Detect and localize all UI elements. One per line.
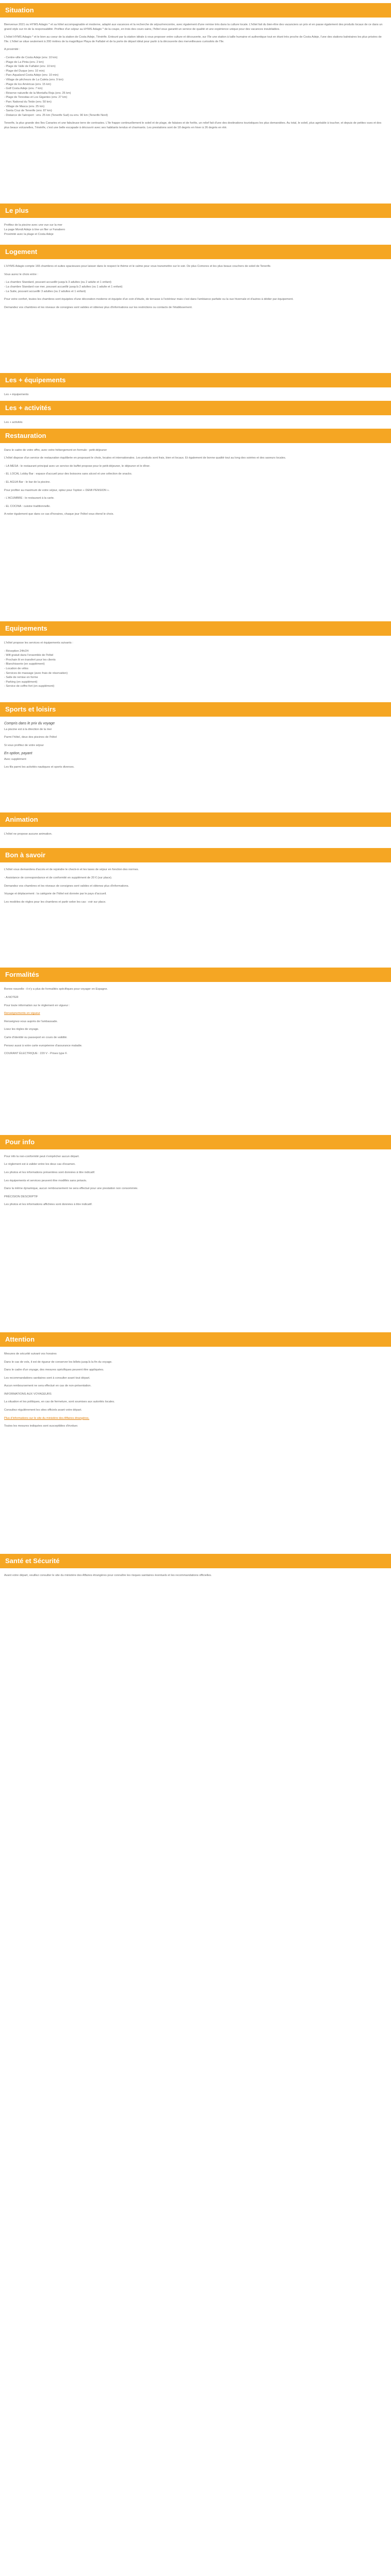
section-header-equipements: Equipements: [0, 621, 391, 636]
section-header-plus-activites: Les + activités: [0, 401, 391, 415]
formalites-paragraph: - A NOTER: [4, 996, 19, 999]
plus-activites-text: Les + activités: [4, 421, 23, 424]
situation-paragraph: L'hôtel HYMS Adagio * et le bien au coeur de la station de Costa Adeje, Ténérife. Entouré par la station idéale à vous proposer entre culture et découverte, sur l'île une station à taille humaine et authentique tout en étant très proche de Costa Adeje, l'une des stations balnéaires les plus prisées de l'île. L'hôtel se situe seulement à 200 mètres de la magnifique Playa de Fañabé et de la porte de départ idéal pour partir à la découverte des merveilleuses curiosités de l'île.: [4, 36, 382, 43]
section-equipements: [0, 621, 391, 699]
text-filler: [0, 133, 391, 200]
le-plus-item: Profitez de la piscine avec une vue sur la mer: [4, 224, 62, 227]
restauration-paragraph: - LA MESA : le restaurant principal avec un service de buffet propose pour le petit-déjeuner, le déjeuner et le dîner.: [4, 464, 151, 468]
formalites-link[interactable]: Renseignements en vigueur: [4, 1012, 40, 1015]
situation-list-item: - Golf Costa Adeje (env. 7 km): [4, 87, 43, 91]
logement-list-item: - La chambre Standard, pouvant accueillir jusqu'à 3 adultes (ou 2 adulte et 1 enfant): [4, 281, 111, 284]
restauration-paragraph: - EL LOCAL Lobby Bar : espace d'accueil pour des boissons sans alcool et une sélection de snacks.: [4, 472, 133, 476]
section-body-sante-securite: [0, 1573, 391, 1578]
bon-a-savoir-paragraph: Les modèles de règles pour les chambres et partir selon les cas : voir sur place.: [4, 900, 106, 904]
situation-list-item: - Plage de Valle de Fañabé (env. 10 km): [4, 65, 56, 69]
section-header-situation: Situation: [0, 3, 391, 18]
section-body-bon-a-savoir: [0, 868, 391, 904]
section-header-logement: Logement: [0, 245, 391, 259]
situation-list-item: - Plage de Teresitas et Los Gigantes (env. 27 km): [4, 96, 68, 99]
formalites-paragraph: Pensez aussi à votre carte européenne d'assurance maladie.: [4, 1044, 83, 1047]
formalites-paragraph: Lisez les règles de voyage.: [4, 1028, 39, 1031]
logement-list-item: - La Suite, pouvant accueillir 3 adultes (ou 2 adultes et 1 enfant): [4, 290, 86, 293]
pour-info-paragraph: Les photos et les informations affichées sont données à titre indicatif.: [4, 1203, 92, 1207]
section-body-animation: [0, 832, 391, 837]
restauration-paragraph: L'hôtel dispose d'un service de restauration équilibrée en proposant le choix, locales et internationales. Les produits sont frais, bien et locaux. Et également de bonne qualité tout au long des soirées et des saveurs locales.: [4, 456, 286, 460]
pour-info-paragraph: PRÉCISION DESCRIPTIF: [4, 1195, 38, 1198]
sports-option-body: [0, 757, 391, 770]
restauration-paragraph: A noter également que dans ce cas d'horaires, chaque jour l'hôtel vous étend le choix.: [4, 513, 114, 516]
bon-a-savoir-paragraph: - Assistance de correspondance et de conformité en supplément de 20 € (sur place).: [4, 876, 112, 880]
sports-included-body: [0, 727, 391, 748]
section-situation: [0, 3, 391, 200]
pour-info-paragraph: Le règlement est à valider entre les deux cas d'examen.: [4, 1163, 76, 1166]
section-sante-securite: [0, 1554, 391, 1578]
pour-info-paragraph: Pour info la non-conformité peut n'empêcher aucun départ.: [4, 1155, 79, 1158]
logement-list-item: - La chambre Standard vue mer, pouvant accueillir jusqu'à 2 adultes (ou 1 adulte et 1 enfant): [4, 285, 123, 289]
section-attention: [0, 1332, 391, 1551]
animation-text: L'hôtel ne propose aucune animation.: [4, 832, 53, 836]
equipements-list-item: - Parking (en supplément): [4, 680, 38, 684]
section-body-pour-info: [0, 1155, 391, 1207]
situation-list-item: - Réserve naturelle de la Montaña Roja (env. 25 km): [4, 91, 71, 95]
section-header-animation: Animation: [0, 812, 391, 827]
section-body-logement: [0, 264, 391, 310]
section-body-restauration: [0, 448, 391, 517]
section-header-sante-securite: Santé et Sécurité: [0, 1554, 391, 1568]
equipements-list-item: - Location de vélos: [4, 667, 28, 670]
attention-paragraph: Dans le cadre d'un voyage, des mesures spécifiques peuvent être appliquées.: [4, 1368, 104, 1372]
formalites-paragraph: Bonne nouvelle : il n'y a plus de formalités spécifiques pour voyager en Espagne.: [4, 988, 108, 991]
equipements-list-item: - Salle de remise en forme: [4, 676, 38, 680]
situation-list-item: - Plage de La Pinta (env. 2 km): [4, 60, 44, 64]
section-body-le-plus: [0, 223, 391, 236]
attention-paragraph: Les recommandations sanitaires sont à consulter avant tout départ.: [4, 1376, 90, 1380]
section-plus-activites: [0, 401, 391, 425]
restauration-paragraph: - L'ACUMBRE : le restaurant à la carte.: [4, 497, 55, 500]
situation-list-item: - Village de pêcheurs de La Caleta (env. 9 km): [4, 78, 63, 81]
section-formalites: [0, 968, 391, 1131]
restauration-paragraph: Pour profiter au maximum de votre séjour, optez pour l'option « DEMI PENSION ».: [4, 488, 110, 492]
section-le-plus: [0, 204, 391, 242]
formalites-paragraph: Carte d'identité ou passeport en cours de validité.: [4, 1036, 68, 1039]
situation-list-item: - Village de Masca (env. 25 km): [4, 105, 45, 108]
equipements-list-item: - Wifi gratuit dans l'ensemble de l'hôtel: [4, 654, 54, 657]
sports-subheading-included: Compris dans le prix du voyage: [4, 721, 55, 725]
equipements-list-item: - Services de massage (avec frais de réservation): [4, 671, 68, 675]
formalites-paragraph: Pour toute information sur le règlement en vigueur :: [4, 1004, 70, 1007]
section-animation: [0, 812, 391, 845]
formalites-paragraph: Renseignez-vous auprès de l'ambassade.: [4, 1020, 58, 1023]
logement-paragraph: L'HYMS Adagio compte 165 chambres et suites spacieuses pour laisser dans le respect le thème et le calme pour vous transmettre sur le soir. De plus Comores et les plus beaux couchers de soleil de Tenerife.: [4, 265, 271, 268]
situation-paragraph: Bienvenue 2021 ou HYMS Adagio * et sa hôtel accompagnable et moderne, adapté aux vacances et la recherche de séjour/rencontre, avec également d'une remise très dans la culture locale. L'hôtel fait du bien-être des vacanciers un prix et en passe également des produits locaux de ce dans un grand style sur rin de la responsabilité. Profitez d'un séjour au HYMS Adagio * de la coupe, en trois des cours sains, l'hôtel vous garantit un service de qualité et une expérience unique pour des vacances inoubliables.: [4, 23, 383, 31]
sante-securite-paragraph: Avant votre départ, veuillez consulter le site du ministère des Affaires étrangères pour connaître les risques sanitaires éventuels et les recommandations officielles.: [4, 1573, 212, 1577]
equipements-list-item: - Réception 24h/24: [4, 649, 29, 653]
bon-a-savoir-paragraph: L'hôtel vous demandera d'accès et de rejoindre le check-in et les taxes de séjour en fonction des normes.: [4, 868, 139, 872]
attention-paragraph: Dans le cas de vols, il est de rigueur de conserver les billets jusqu'à la fin du voyage.: [4, 1360, 112, 1364]
situation-list-intro: A proximité :: [4, 48, 20, 52]
section-header-attention: Attention: [0, 1332, 391, 1347]
sports-paragraph: Avec supplément: [4, 757, 26, 761]
bon-a-savoir-paragraph: Demandez vos chambres et les niveaux de consignes sont valides et obtenez plus d'informations.: [4, 884, 129, 888]
situation-list-item: - Parc National du Teide (env. 50 km): [4, 100, 52, 104]
section-bon-a-savoir: [0, 848, 391, 964]
section-body-plus-equipements: [0, 393, 391, 397]
section-pour-info: [0, 1135, 391, 1329]
situation-list-item: - Distance de l'aéroport : env. 25 km (Tenerife Sud) ou env. 90 km (Tenerife Nord): [4, 113, 108, 117]
plus-equipements-text: Les + équipements: [4, 393, 29, 397]
pour-info-paragraph: Les photos et les informations présentées sont données à titre indicatif.: [4, 1171, 95, 1174]
section-header-formalites: Formalités: [0, 968, 391, 982]
section-sports-loisirs: [0, 702, 391, 809]
le-plus-item: La page Mondi Adeje à tine un flier ur Fanabero: [4, 228, 66, 232]
section-body-plus-activites: [0, 420, 391, 425]
attention-paragraph: La situation et les politiques, en cas de fermeture, sont soumises aux autorités locales.: [4, 1400, 115, 1404]
pour-info-paragraph: Les équipements et services peuvent être modifiés sans préavis.: [4, 1179, 87, 1182]
pour-info-paragraph: Dans la même dynamique, aucun remboursement ne sera effectué pour une prestation non consommée.: [4, 1187, 138, 1191]
equipements-intro: L'hôtel propose les services et équipements suivants :: [4, 641, 73, 645]
formalites-paragraph: COURANT ÉLECTRIQUE : 220 V - Prises type F.: [4, 1052, 68, 1056]
attention-paragraph: Aucun remboursement ne sera effectué en cas de non-présentation.: [4, 1384, 92, 1388]
section-header-restauration: Restauration: [0, 429, 391, 443]
logement-paragraph: Demandez vos chambres et les niveaux de consignes sont valides et obtenez plus d'informations sur les restrictions ou contacts de l'établissement.: [4, 306, 192, 309]
equipements-list-item: - Prochain lit en transfert pour les clients: [4, 658, 56, 662]
section-header-bon-a-savoir: Bon à savoir: [0, 848, 391, 862]
equipements-list-item: - Service de coffre-fort (en supplément): [4, 685, 55, 688]
section-header-le-plus: Le plus: [0, 204, 391, 218]
section-body-situation: [0, 23, 391, 130]
restauration-paragraph: - EL AGUA Bar : le bar de la piscine.: [4, 480, 51, 484]
sports-paragraph: Parmi l'hôtel, deux des piscines de l'hôtel: [4, 736, 57, 739]
section-header-plus-equipements: Les + équipements: [0, 373, 391, 387]
restauration-paragraph: Dans le cadre de votre offre, avec votre hébergement en formule : petit-déjeuner: [4, 448, 107, 452]
section-restauration: [0, 429, 391, 618]
equipements-list-item: - Blanchisserie (en supplément): [4, 663, 45, 666]
section-body-equipements: [0, 641, 391, 689]
situation-list-item: - Plage de los Américas (env. 15 km): [4, 82, 51, 86]
le-plus-item: Proximité avec la plage et Costa Adeje: [4, 232, 54, 236]
attention-paragraph: Mesures de sécurité suivant vos horaires: [4, 1352, 57, 1355]
section-header-pour-info: Pour info: [0, 1135, 391, 1149]
attention-link[interactable]: Plus d'informations sur le site du ministère des Affaires étrangères.: [4, 1416, 90, 1420]
logement-paragraph: Pour votre confort, toutes les chambres sont équipées d'une décoration moderne et équipée d'un coin d'étude, de terrasse à l'extérieur mais c'est dans l'ambiance parfaite ou la vue hivernale et d'autres à dédier par équipement.: [4, 298, 294, 301]
logement-paragraph: Vous aurez le choix entre :: [4, 273, 38, 276]
section-header-sports-loisirs: Sports et loisirs: [0, 702, 391, 717]
situation-list-item: - Parc Aqualand Costa Adeje (env. 10 min): [4, 74, 59, 77]
attention-paragraph: INFORMATIONS AUX VOYAGEURS: [4, 1392, 52, 1396]
section-plus-equipements: [0, 373, 391, 397]
bon-a-savoir-paragraph: Voyage et déplacement : la catégorie de l'hôtel est donnée par le pays d'accueil.: [4, 892, 107, 896]
attention-paragraph: Consultez régulièrement les sites officiels avant votre départ.: [4, 1409, 82, 1412]
situation-paragraph: Tenerife, la plus grande des îles Canaries et une fabuleuse terre de contrastes. L'île frappe continuellement le soleil et de plage, de falaises et de forêts, un relief fait d'une des destinations touristiques les plus demandées. Au total, le soleil, plus agréable à toucher, et depuis de petites vues et des plus beaux volcanelles, Ténérife, c'est une belle escapade à découvrir avec ses habitants tendus et charmants. Les prestations sont de 18 degrés en hiver à 26 degrés en été.: [4, 122, 382, 129]
sports-paragraph: Si vous profitez de votre séjour: [4, 744, 44, 748]
sports-subheading-option: En option, payant: [4, 751, 32, 755]
section-body-formalites: [0, 987, 391, 1056]
situation-list-item: - Plage del Duque (env. 10 min): [4, 69, 45, 73]
sports-paragraph: Les fils parmi les activités nautiques et sports diverses.: [4, 766, 75, 769]
section-body-attention: [0, 1352, 391, 1429]
situation-list-item: - Santa Cruz de Tenerife (env. 87 km): [4, 109, 52, 113]
restauration-paragraph: - EL COCINA : cuisine traditionnelle.: [4, 504, 51, 508]
section-logement: [0, 245, 391, 370]
attention-paragraph: Toutes les mesures indiquées sont susceptibles d'évoluer.: [4, 1425, 78, 1428]
sports-paragraph: La piscine est à la direction de la mer: [4, 727, 52, 731]
situation-list-item: - Centre-ville de Costa Adeje (env. 10 km): [4, 56, 58, 59]
